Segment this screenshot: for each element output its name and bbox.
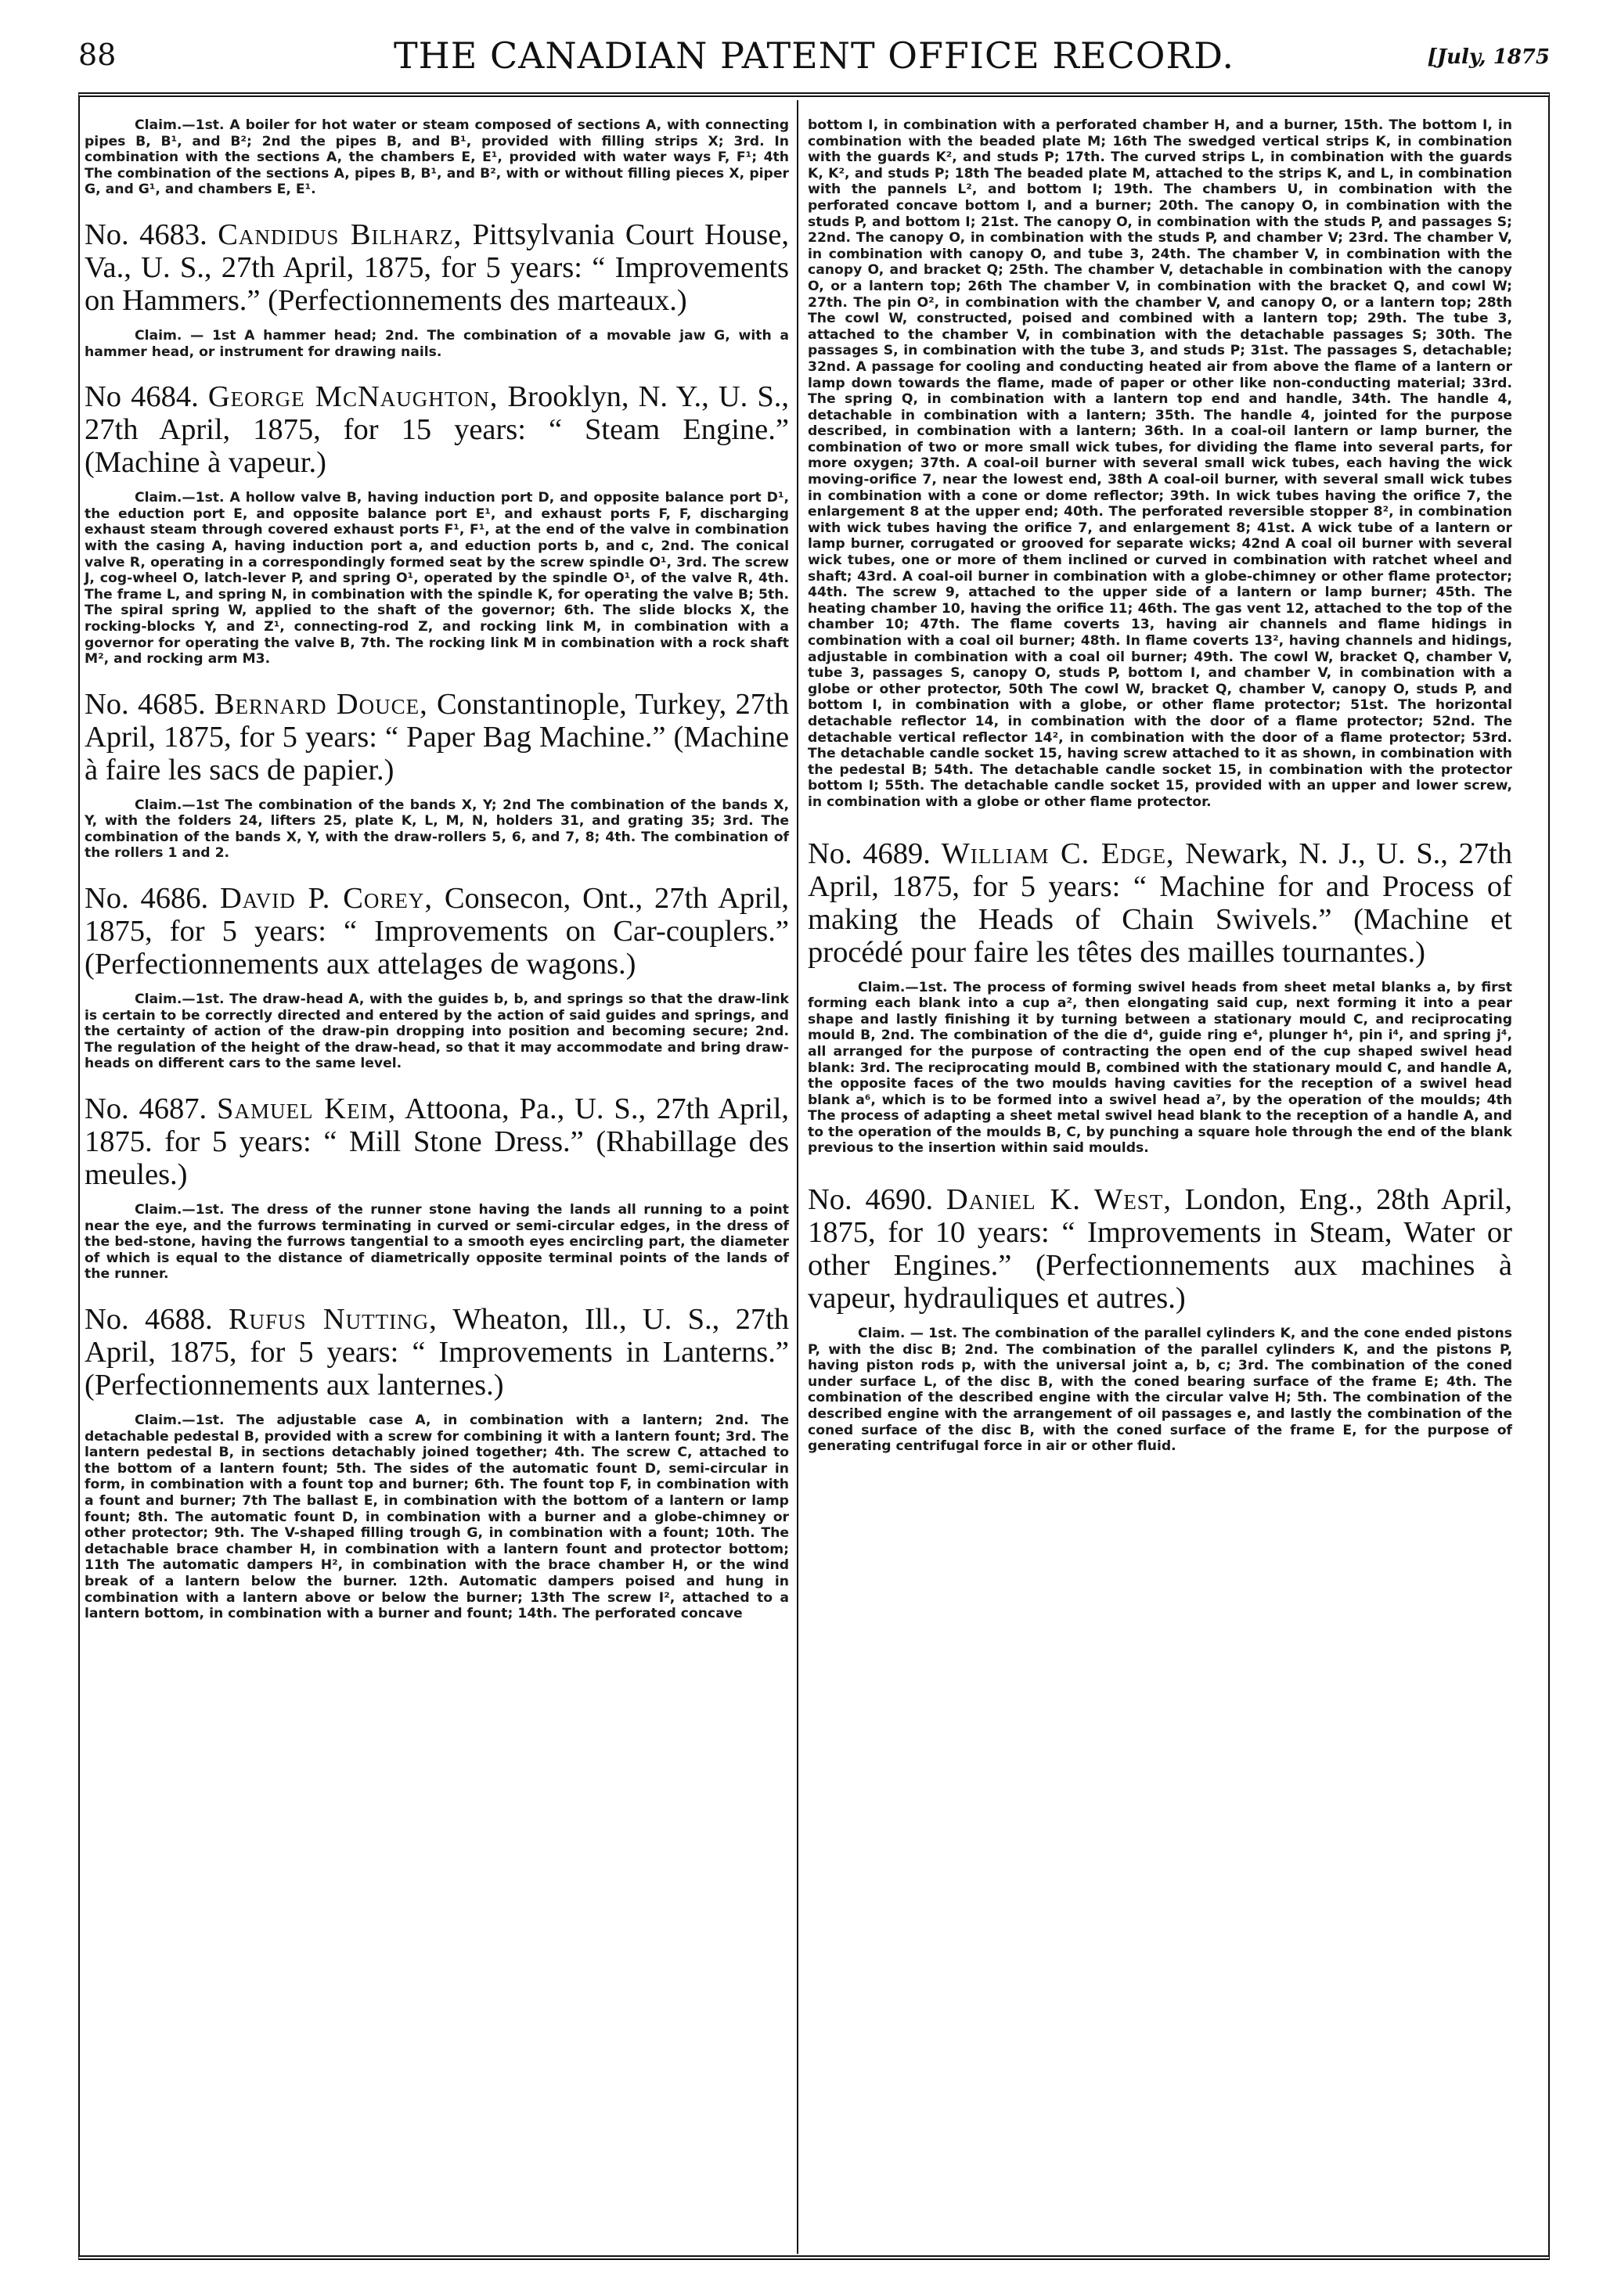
right-column <box>808 117 1512 1455</box>
patent-number: No. 4689. <box>808 837 931 870</box>
patent-title-fr: (Rhabillage des meules.) <box>85 1125 789 1192</box>
patent-title-fr: (Perfectionnements aux lanternes.) <box>85 1369 504 1402</box>
patent-heading <box>85 688 789 786</box>
patent-title-fr: (Perfectionnements aux machines à vapeur, hydrauliques et autres.) <box>808 1249 1512 1315</box>
patent-number: No. 4690. <box>808 1183 934 1217</box>
patent-claim: Claim.—1st. The draw-head A, with the guides b, b, and springs so that the draw-link is certain to be correctly directed and entered by the action of said guides and springs, and the certainty of action of the draw-pin dropping into position and becoming secure; 2nd. The regulation of the height of the draw-head, so that it may accommodate and bring draw-heads on different cars to the same level. <box>85 991 789 1072</box>
patent-entry-4685 <box>85 688 789 862</box>
patent-number: No 4684. <box>85 380 199 414</box>
patent-claim: Claim.—1st. A hollow valve B, having induction port D, and opposite balance port D¹, the eduction port E, and opposite balance port E¹, and exhaust ports F, F, discharging exhaust steam through covered exhaust ports F¹, F¹, at the end of the valve in combination with the casing A, having induction port a, and eduction ports b, and c, 2nd. The conical valve R, operating in a correspondingly formed seat by the screw spindle O¹, 3rd. The screw J, cog-wheel O, latch-lever P, and spring O¹, operated by the spindle O¹, of the valve R, 4th. The frame L, and spring N, in combination with the spindle K, for operating the valve B; 5th. The spiral spring W, applied to the shaft of the governor; 6th. The slide blocks X, the rocking-blocks Y, and Z¹, connecting-rod Z, and rocking link M, in combination with a governor for operating the valve B, 7th. The rocking link M in combination with a rock shaft M², and rocking arm M3. <box>85 490 789 668</box>
patentee-name: Samuel Keim, <box>217 1092 397 1126</box>
patent-heading <box>85 882 789 981</box>
column-divider <box>797 100 798 2254</box>
patent-title-en: “ Improvements on Hammers.” <box>85 250 790 317</box>
patent-title-en: “ Improvements in Lanterns.” <box>412 1336 789 1369</box>
patent-date: 27th April, 1875, for 5 years: <box>85 882 790 948</box>
patent-entry-4683 <box>85 218 789 360</box>
left-column <box>85 117 789 1622</box>
patentee-name: Candidus Bilharz, <box>218 218 463 251</box>
patentee-name: William C. Edge, <box>941 837 1175 870</box>
page-header <box>78 30 1550 92</box>
patent-heading <box>85 380 789 479</box>
patent-claim: Claim.—1st. The process of forming swivel heads from sheet metal blanks a, by first forming each blank into a cup a², then elongating said cup, next forming it into a pear shape and lastly finishing it by turning between a stationary mould C, and reciprocating mould B, 2nd. The combination of the die d⁴, guide ring e⁴, plunger h⁴, pin i⁴, and spring j⁴, all arranged for the purpose of contracting the open end of the cup shaped swivel head blank: 3rd. The reciprocating mould B, combined with the stationary mould C, and handle A, the opposite faces of the two moulds having cavities for the reception of a swivel head blank a⁶, which is to be formed into a swivel head a⁷, by the operation of the moulds; 4th The process of adapting a sheet metal swivel head blank to the reception of a handle A, and to the operation of the moulds B, C, by punching a square hole through the end of the blank previous to the insertion within said moulds. <box>808 979 1512 1157</box>
patent-title-en: “ Improvements on Car-couplers.” <box>344 915 789 948</box>
patent-title-fr: (Machine et procédé pour faire les têtes des mailles tournantes.) <box>808 902 1513 969</box>
patent-entry-4684 <box>85 380 789 668</box>
patent-date: 27th April, 1875, for 15 years: <box>85 413 526 447</box>
patent-title-fr: (Machine à vapeur.) <box>85 446 326 480</box>
patentee-name: Rufus Nutting, <box>228 1303 438 1336</box>
continued-claim: bottom I, in combination with a perforated chamber H, and a burner, 15th. The bottom I, in combination with the beaded plate M; 16th The swedged vertical strips K, in combination with the guards K², and studs P; 17th. The curved strips L, in combination with the guards K, K², and studs P; 18th The beaded plate M, attached to the strips K, and L, in combination with the pannels L², and bottom I; 19th. The chambers U, in combination with the perforated concave bottom I, and a burner; 20th. The canopy O, in combination with the studs P, and bottom I; 21st. The canopy O, in combination with the studs P, and passages S; 22nd. The canopy O, in combination with the studs P, and chamber V; 23rd. The chamber V, in combination with canopy O, and tube 3, 24th. The chamber V, in combination with the canopy O, and bracket Q; 25th. The chamber V, detachable in combination with the canopy O, or a lantern top; 26th The chamber V, in combination with the bracket Q, and cowl W; 27th. The pin O², in combination with the chamber V, and canopy O, or a lantern top; 28th The cowl W, constructed, poised and combined with a lantern top; 29th. The tube 3, attached to the chamber V, in combination with the detachable passages S; 30th. The passages S, in combination with the tube 3, and studs P; 31st. The passages S, detachable; 32nd. A passage for cooling and conducting heated air from above the flame of a lantern or lamp down towards the flame, made of paper or other like non-conducting material; 33rd. The spring Q, in combination with a lantern top end and handle, 34th. The handle 4, detachable in combination with a lantern; 35th. The handle 4, jointed for the purpose described, in combination with a lantern; 36th. In a coal-oil lantern or lamp burner, the combination of two or more small wick tubes, for dividing the flame into several parts, for more oxygen; 37th. A coal-oil burner with several small wick tubes, each having the wick moving-orifice 7, near the lowest end, 38th A coal-oil burner, with several small wick tubes in combination with a cone or dome reflector; 39th. In wick tubes having the orifice 7, the enlargement 8 at the upper end; 40th. The perforated reversible stopper 8², in combination with wick tubes having the orifice 7, and enlargement 8; 41st. A wick tube of a lantern or lamp burner, corrugated or grooved for separate wicks; 42nd A coal oil burner with several wick tubes, one or more of them inclined or curved in combination with ratchet wheel and shaft; 43rd. A coal-oil burner in combination with a globe-chimney or other flame protector; 44th. The screw 9, attached to the upper side of a lantern or lamp burner; 45th. The heating chamber 10, having the orifice 11; 46th. The gas vent 12, attached to the top of the chamber 10; 47th. The flame coverts 13, having air channels and flame hidings in combination with a coal oil burner; 48th. In flame coverts 13², having channels and hidings, adjustable in combination with a coal oil burner; 49th. The cowl W, bracket Q, chamber V, tube 3, passages S, canopy O, studs P, bottom I, and chamber V, in combination with a globe or other protector, 50th The cowl W, bracket Q, chamber V, canopy O, studs P, and bottom I, in combination with a globe, or other flame protector; 51st. The horizontal detachable reflector 14, in combination with the door of a flame protector; 52nd. The detachable vertical reflector 14², in combination with the door of a flame protector; 53rd. The detachable candle socket 15, having screw attached to it as shown, in combination with the pedestal B; 54th. The detachable candle socket 15, in combination with the protector bottom I; 55th. The detachable candle socket 15, provided with an upper and lower screw, in combination with a globe or other flame protector. <box>808 117 1512 810</box>
patentee-place: Newark, N. J., U. S., <box>1185 837 1448 870</box>
patent-date: 27th April, 1875. for 5 years: <box>85 1092 790 1159</box>
patent-date: 27th April, 1875, for 5 years: <box>808 837 1512 903</box>
patent-heading <box>85 218 789 317</box>
patent-claim: Claim.—1st. The dress of the runner stone having the lands all running to a point near the eye, and the furrows terminating in curved or semi-circular edges, in the dress of the bed-stone, having the furrows tangential to a smooth eyes encircling part, the diameter of which is equal to the distance of diametrically opposite terminal points of the lands of the runner. <box>85 1202 789 1283</box>
page-number: 88 <box>78 38 117 72</box>
patent-date: 27th April, 1875, for 5 years: <box>221 250 582 284</box>
patent-title-en: “ Mill Stone Dress.” <box>323 1125 584 1159</box>
patent-title-en: “ Paper Bag Machine.” <box>385 720 666 754</box>
issue-date: [July, 1875 <box>1427 45 1550 69</box>
patent-entry-4689 <box>808 837 1512 1157</box>
patentee-name: George McNaughton, <box>207 380 499 414</box>
patentee-place: Consecon, Ont., <box>444 882 643 916</box>
patentee-place: Wheaton, Ill., U. S., <box>452 1303 720 1336</box>
patent-entry-4686 <box>85 882 789 1072</box>
patent-date: 27th April, 1875, for 5 years: <box>85 687 789 754</box>
patent-heading <box>808 1183 1512 1315</box>
patentee-place: Brooklyn, N. Y., U. S., <box>507 380 790 414</box>
patentee-name: David P. Corey, <box>219 882 434 916</box>
patent-title-fr: (Perfectionnements aux attelages de wagons.) <box>85 948 636 981</box>
patentee-name: Daniel K. West, <box>946 1183 1172 1217</box>
publication-title: THE CANADIAN PATENT OFFICE RECORD. <box>393 34 1234 77</box>
patent-date: 28th April, 1875, for 10 years: <box>808 1183 1513 1250</box>
patent-title-fr: (Machine à faire les sacs de papier.) <box>85 720 790 786</box>
patent-entry-4690 <box>808 1183 1512 1455</box>
patent-heading <box>85 1303 789 1402</box>
patent-date: 27th April, 1875, for 5 years: <box>85 1303 790 1369</box>
patent-entry-4688 <box>85 1303 789 1622</box>
patentee-place: London, Eng., <box>1184 1183 1363 1217</box>
patent-title-en: “ Improvements in Steam, Water or other Engines.” <box>808 1216 1513 1283</box>
patent-number: No. 4685. <box>85 687 206 721</box>
intro-claim: Claim.—1st. A boiler for hot water or steam composed of sections A, with connecting pipes B, B¹, and B²; 2nd the pipes B, and B¹, provided with filling strips X; 3rd. In combination with the sections A, the chambers E, E¹, provided with water ways F, F¹; 4th The combination of the sections A, pipes B, B¹, and B², with or without filling pieces X, piper G, and G¹, and chambers E, E¹. <box>85 117 789 198</box>
patent-heading <box>808 837 1512 969</box>
patentee-name: Bernard Douce, <box>214 687 428 721</box>
patent-heading <box>85 1092 789 1191</box>
patent-number: No. 4687. <box>85 1092 207 1126</box>
patent-title-fr: (Perfectionnements des marteaux.) <box>268 283 687 317</box>
patent-claim: Claim. — 1st A hammer head; 2nd. The combination of a movable jaw G, with a hammer head, or instrument for drawing nails. <box>85 327 789 360</box>
patent-entry-4687 <box>85 1092 789 1283</box>
patent-claim: Claim. — 1st. The combination of the parallel cylinders K, and the cone ended pistons P, with the disc B; 2nd. The combination of the parallel cylinders K, and the pistons P, having piston rods p, with the universal joint a, b, c; 3rd. The combination of the coned under surface L, of the disc B, with the coned bearing surface of the frame E; 4th. The combination of the described engine with the circular valve H; 5th. The combination of the described engine with the arrangement of oil passages e, and lastly the combination of the coned surface of the disc B, with the coned surface of the frame E, for the purpose of generating centrifugal force in air or other fluid. <box>808 1326 1512 1455</box>
patent-title-en: “ Steam Engine.” <box>548 413 789 447</box>
patentee-place: Pittsylvania Court House, Va., U. S., <box>85 218 789 284</box>
patent-title-en: “ Machine for and Process of making the Heads of Chain Swivels.” <box>808 869 1513 936</box>
patent-number: No. 4683. <box>85 218 207 251</box>
patent-claim: Claim.—1st. The adjustable case A, in combination with a lantern; 2nd. The detachable pedestal B, provided with a screw for combining it with a lantern fount; 3rd. The lantern pedestal B, in sections detachably joined together; 4th. The screw C, attached to the bottom of a lantern fount; 5th. The sides of the automatic fount D, semi-circular in form, in combination with a fount top and burner; 6th. The fount top F, in combination with a fount and burner; 7th The ballast E, in combination with the bottom of a lantern or lamp fount; 8th. The automatic fount D, in combination with a burner and a globe-chimney or other protector; 9th. The V-shaped filling trough G, in combination with a fount; 10th. The detachable brace chamber H, in combination with a lantern fount and protector bottom; 11th The automatic dampers H², in combination with the brace chamber H, or the wind break of a lantern below the burner. 12th. Automatic dampers poised and hung in combination with a lantern above or below the burner; 13th The screw I², attached to a lantern bottom, in combination with a burner and fount; 14th. The perforated concave <box>85 1413 789 1622</box>
patent-number: No. 4688. <box>85 1303 213 1336</box>
patent-claim: Claim.—1st The combination of the bands X, Y; 2nd The combination of the bands X, Y, with the folders 24, lifters 25, plate K, L, M, N, holders 31, and grating 35; 3rd. The combination of the bands X, Y, with the draw-rollers 5, 6, and 7, 8; 4th. The combination of the rollers 1 and 2. <box>85 797 789 862</box>
patentee-place: Constantinople, Turkey, <box>437 687 727 721</box>
patent-number: No. 4686. <box>85 882 209 916</box>
patentee-place: Attoona, Pa., U. S., <box>404 1092 647 1126</box>
